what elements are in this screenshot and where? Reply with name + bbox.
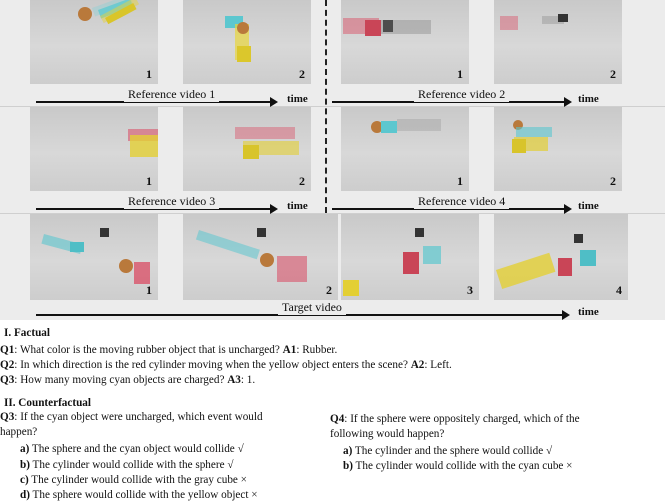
frame-number: 2	[299, 67, 305, 81]
reference-video-caption: Reference video 1	[124, 87, 219, 102]
video-frame	[183, 214, 338, 300]
frame-number: 2	[610, 174, 616, 188]
counterfactual-heading: II. Counterfactual	[4, 397, 92, 409]
frame-number: 2	[326, 283, 332, 297]
frame-number: 1	[146, 283, 152, 297]
video-frame	[30, 107, 158, 191]
answer-option: b) The cylinder would collide with the sphere √	[20, 459, 234, 471]
reference-video-caption: Reference video 2	[414, 87, 509, 102]
frame-number: 2	[299, 174, 305, 188]
video-frame	[341, 214, 479, 300]
reference-video-caption: Reference video 3	[124, 194, 219, 209]
factual-question-q3: Q3: How many moving cyan objects are charged? A3: 1.	[0, 374, 256, 386]
factual-heading: I. Factual	[4, 327, 50, 339]
answer-option: a) The sphere and the cyan object would collide √	[20, 443, 244, 455]
counterfactual-question-q4-cont: following would happen?	[330, 428, 445, 440]
counterfactual-question-q4: Q4: If the sphere were oppositely charged, which of the	[330, 413, 580, 425]
frame-number: 3	[467, 283, 473, 297]
frame-number: 1	[146, 67, 152, 81]
frame-number: 1	[457, 174, 463, 188]
answer-option: c) The cylinder would collide with the gray cube ×	[20, 474, 247, 486]
answer-option: a) The cylinder and the sphere would collide √	[343, 445, 553, 457]
video-frame	[494, 214, 628, 300]
video-frame	[494, 0, 622, 84]
frame-number: 1	[146, 174, 152, 188]
video-frame	[341, 107, 469, 191]
time-label: time	[287, 200, 308, 212]
video-frame	[183, 107, 311, 191]
answer-option: b) The cylinder would collide with the cyan cube ×	[343, 460, 573, 472]
video-frame	[494, 107, 622, 191]
time-label: time	[578, 200, 599, 212]
target-video-caption: Target video	[278, 300, 346, 315]
video-frame	[341, 0, 469, 84]
factual-question-q1: Q1: What color is the moving rubber object that is uncharged? A1: Rubber.	[0, 344, 338, 356]
answer-option: d) The sphere would collide with the yellow object ×	[20, 489, 258, 501]
video-frame	[30, 0, 158, 84]
counterfactual-question-q3: Q3: If the cyan object were uncharged, which event would	[0, 411, 263, 423]
factual-question-q2: Q2: In which direction is the red cylinder moving when the yellow object enters the scene? A2: Left.	[0, 359, 452, 371]
vertical-dashed-separator	[325, 0, 327, 213]
video-frame	[30, 214, 158, 300]
time-label: time	[578, 306, 599, 318]
video-frame	[183, 0, 311, 84]
time-label: time	[287, 93, 308, 105]
reference-video-caption: Reference video 4	[414, 194, 509, 209]
frame-number: 2	[610, 67, 616, 81]
frame-number: 4	[616, 283, 622, 297]
time-label: time	[578, 93, 599, 105]
counterfactual-question-q3-cont: happen?	[0, 426, 38, 438]
frame-number: 1	[457, 67, 463, 81]
